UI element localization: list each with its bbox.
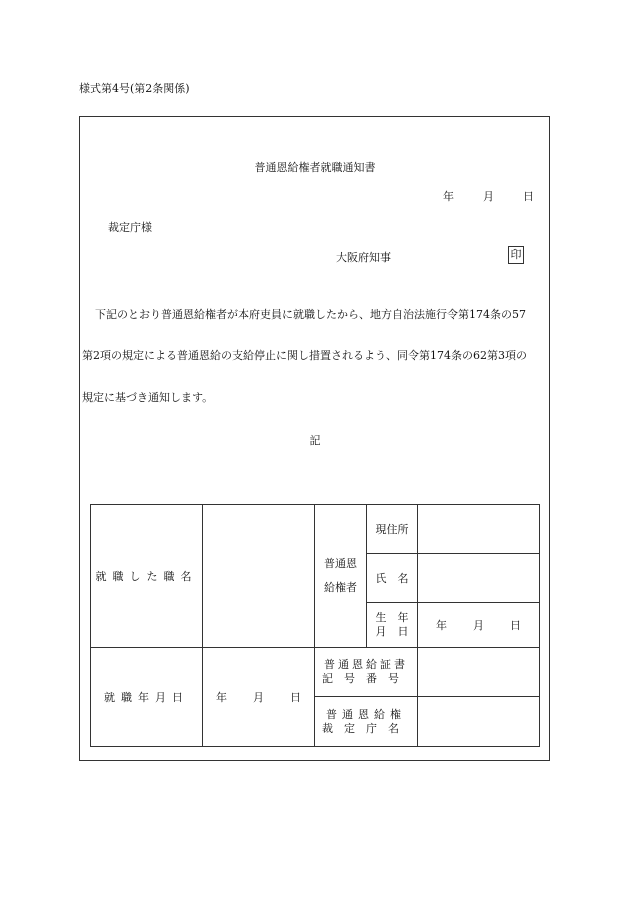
birth-year: 年 [436, 619, 447, 632]
name-label: 氏 名 [375, 572, 409, 585]
header-date-day: 日 [523, 190, 534, 203]
job-date-month: 月 [253, 691, 264, 704]
birth-value-cell [418, 603, 540, 648]
body-line-3: 規定に基づき通知します。 [82, 391, 214, 404]
addressee: 裁定庁様 [108, 221, 152, 234]
seal-mark: 印 [508, 246, 524, 264]
header-date-month: 月 [483, 190, 494, 203]
birth-label-line-2: 月 日 [375, 625, 409, 638]
cert-label-line-2: 記号番号 [322, 672, 410, 685]
job-title-label: 就職した職名 [95, 570, 198, 583]
agency-label-line-2: 裁定庁名 [322, 721, 410, 735]
pensioner-label-cell [315, 505, 367, 648]
job-title-value-cell [203, 505, 315, 648]
agency-value-cell [418, 697, 540, 747]
detail-table [90, 504, 540, 747]
pensioner-label-line-1: 普通恩 [324, 557, 357, 570]
job-title-label-cell [91, 505, 203, 648]
name-label-cell [367, 554, 418, 603]
birth-month: 月 [473, 619, 484, 632]
job-date-year: 年 [216, 691, 227, 704]
job-date-value-cell [203, 648, 315, 747]
birth-label-line-1: 生 年 [375, 611, 409, 624]
header-date [443, 188, 534, 204]
name-value-cell [418, 554, 540, 603]
body-line-1: 下記のとおり普通恩給権者が本府吏員に就職したから、地方自治法施行令第174条の57 [95, 308, 526, 321]
document-title: 普通恩給権者就職通知書 [254, 161, 376, 174]
birth-label-cell [367, 603, 418, 648]
agency-label-cell [315, 697, 418, 747]
address-label-cell [367, 505, 418, 554]
cert-label-line-1: 普通恩給証書 [324, 658, 408, 671]
job-date-label: 就職年月日 [104, 691, 189, 704]
ki-heading: 記 [309, 434, 321, 447]
birth-day: 日 [510, 619, 521, 632]
address-label: 現住所 [375, 523, 409, 536]
job-date-label-cell [91, 648, 203, 747]
pensioner-label-line-2: 給権者 [324, 581, 357, 594]
form-number-label: 様式第4号(第2条関係) [79, 82, 190, 95]
address-value-cell [418, 505, 540, 554]
header-date-year: 年 [443, 190, 454, 203]
governor-name: 大阪府知事 [336, 251, 391, 264]
cert-value-cell [418, 648, 540, 697]
cert-label-cell [315, 648, 418, 697]
body-line-2: 第2項の規定による普通恩給の支給停止に関し措置されるよう、同令第174条の62第3項の [82, 349, 527, 362]
agency-label-line-1: 普通恩給権 [326, 707, 406, 721]
job-date-day: 日 [290, 691, 301, 704]
